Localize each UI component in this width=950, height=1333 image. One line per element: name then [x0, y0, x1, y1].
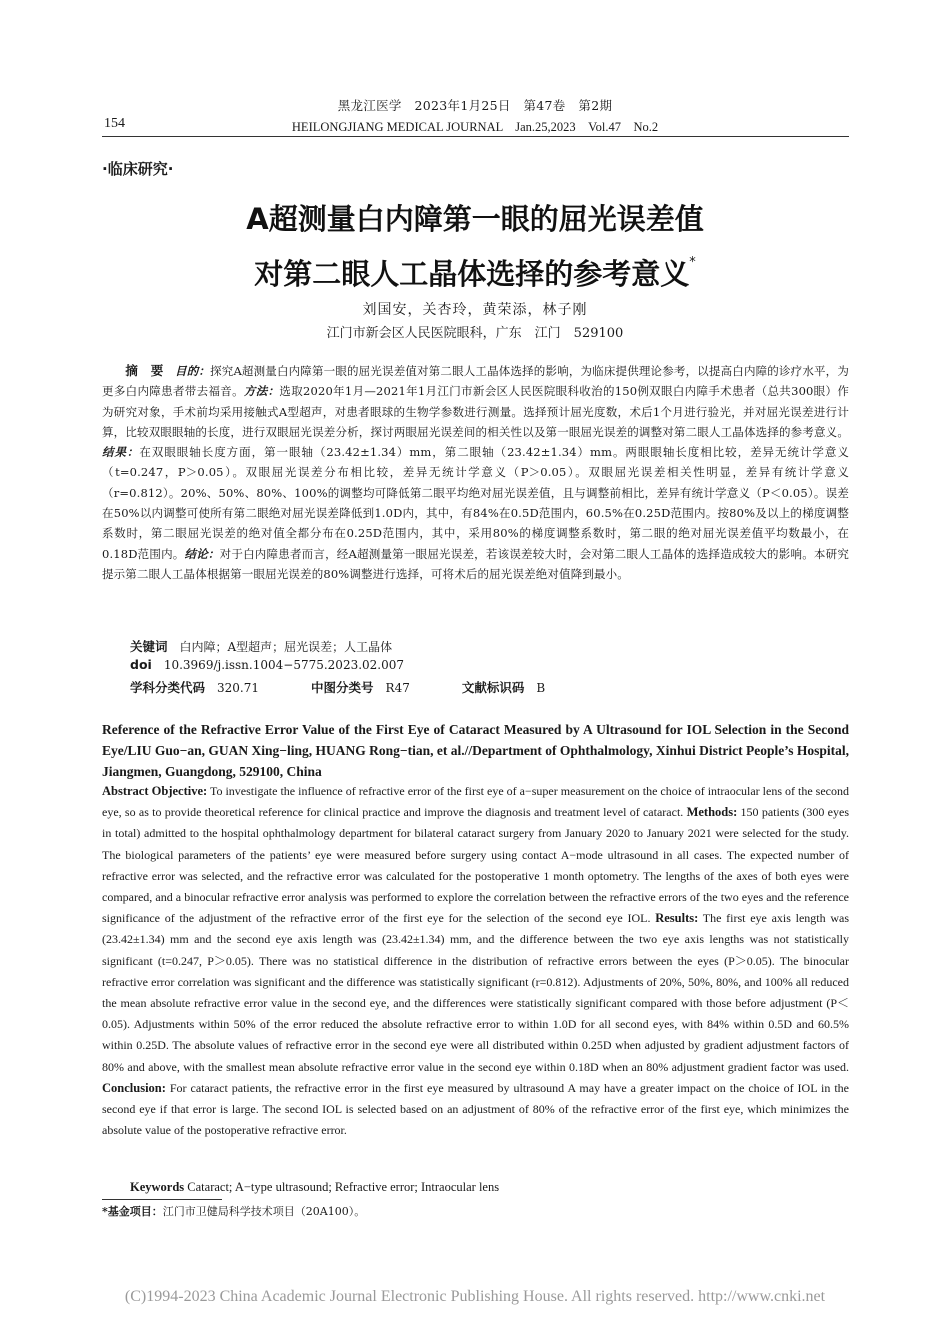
title-line-2-text: 对第二眼人工晶体选择的参考意义: [254, 257, 690, 291]
en-methods-label: Methods:: [686, 805, 738, 820]
cn-keywords: 白内障；A型超声；屈光误差；人工晶体: [179, 640, 393, 654]
cn-methods-label: 方法：: [243, 384, 280, 399]
cn-objective: 探究A超测量白内障第一眼的屈光误差值对第二眼人工晶体选择的影响，为临床提供理论参考，以提高白内障的诊疗水平，为更多白内障患者带去福音。: [102, 364, 850, 399]
en-results: The first eye axis length was (23.42±1.34) mm and the second eye axis length was (23.42±1.34) mm, and the difference between the two eye axis lengths was not statistically significant (t=0.247, P＞0.05). There was no statistical difference in the distribution of refractive errors between the eyes (P＞0.05). The binocular refractive error correlation was significant and the difference was statistically significant (r=0.812). Adjustments of 20%, 50%, 80%, and 100% all reduced the mean absolute refractive error value in the second eye, and the differences were statistically significant compared with those before adjustment (P＜0.05). Adjustments within 50% of the error reduced the absolute refractive error to within 1.0D for all second eyes, with 84% within 0.5D and 60.5% within 0.25D. The absolute values of refractive error in the second eye were all distributed within 0.25D when adjusted by gradient adjustment factors of 80% and above, with the smallest mean absolute refractive error value in the second eye within 0.18D when an 80% adjustment gradient factor was used.: [102, 911, 850, 1074]
en-abstract: [102, 781, 849, 1141]
clc-label: 中图分类号: [311, 680, 374, 695]
classification-line: [130, 678, 830, 696]
en-keywords-line: [130, 1180, 499, 1195]
title-line-2: [0, 241, 950, 296]
cn-abstract-label: 摘 要: [125, 363, 164, 378]
footnote-rule: [102, 1199, 222, 1200]
subject-code: 320.71: [217, 681, 260, 695]
en-conclusion-label: Conclusion:: [102, 1080, 166, 1095]
clc-code: R47: [385, 681, 410, 695]
doi-value: 10.3969/j.issn.1004−5775.2023.02.007: [163, 658, 405, 672]
cn-conclusion: 对于白内障患者而言，经A超测量第一眼屈光误差，若该误差较大时，会对第二眼人工晶体的选择造成较大的影响。本研究提示第二眼人工晶体根据第一眼屈光误差的80%调整进行选择，可将术后的屈光误差绝对值降到最小。: [102, 546, 849, 581]
footnote: [102, 1203, 365, 1219]
affiliation: 江门市新会区人民医院眼科，广东 江门 529100: [326, 326, 624, 341]
copyright-watermark: (C)1994-2023 China Academic Journal Electronic Publishing House. All rights reserved. http://www.cnki.net: [124, 1288, 826, 1305]
cn-objective-label: 目的：: [175, 364, 211, 378]
footnote-label: *基金项目：: [102, 1205, 163, 1218]
en-methods: 150 patients (300 eyes in total) admitted to the hospital ophthalmology department for bilateral cataract surgery from January 2020 to January 2021 were selected for the study. The biological parameters of the patients’ eye were measured before surgery using contact A−mode ultrasound in all cases. The expected number of refractive error was selected, and the refractive error was calculated for the postoperative 1 month optometry. The lengths of the axes of both eyes were compared, and a binocular refractive error analysis was performed to explore the correlation between the refractive errors of the two eyes and the reference significance of the adjustment of the refractive error of the first eye for the selection of the second eye IOL.: [102, 805, 850, 926]
doc-code-label: 文献标识码: [461, 680, 525, 695]
authors: 刘国安，关杏玲，黄荣添，林子刚: [362, 302, 588, 318]
en-keywords-label: Keywords: [130, 1180, 185, 1194]
en-results-label: Results:: [655, 911, 699, 926]
paper-title: [0, 198, 950, 296]
cn-results-label: 结果：: [102, 445, 140, 460]
doi-label: doi: [130, 657, 152, 672]
en-conclusion: For cataract patients, the refractive error in the first eye measured by ultrasound A may have a greater impact on the choice of IOL in the second eye if that error is large. The second IOL is selected based on an adjustment of 80% of the refractive error of the first eye, which minimizes the absolute value of the postoperative refractive error.: [102, 1080, 850, 1138]
title-line-1: A超测量白内障第一眼的屈光误差值: [246, 202, 704, 236]
section-tag: ·临床研究·: [102, 160, 174, 178]
title-footnote-marker: *: [689, 255, 696, 270]
cn-methods: 选取2020年1月—2021年1月江门市新会区人民医院眼科收治的150例双眼白内障手术患者（总共300眼）作为研究对象，手术前均采用接触式A型超声，对患者眼球的生物学参数进行测量。选择预计屈光度数，术后1个月进行验光，并对屈光误差进行计算，比较双眼眼轴的长度，进行双眼屈光误差分析，探讨两眼屈光误差间的相关性以及第一眼屈光误差的调整对第二眼人工晶体选择的参考意义。: [102, 384, 849, 439]
en-keywords: Cataract; A−type ultrasound; Refractive error; Intraocular lens: [187, 1180, 500, 1194]
journal-header-en: HEILONGJIANG MEDICAL JOURNAL Jan.25,2023 Vol.47 No.2: [291, 120, 659, 134]
footnote-text: 江门市卫健局科学技术项目（20A100）。: [162, 1205, 366, 1218]
journal-header-cn: 黑龙江医学 2023年1月25日 第47卷 第2期: [337, 98, 613, 113]
cn-conclusion-label: 结论：: [184, 546, 220, 561]
doi-line: [130, 657, 404, 672]
cn-keywords-label: 关键词: [130, 639, 168, 654]
cn-results: 在双眼眼轴长度方面，第一眼轴（23.42±1.34）mm，第二眼轴（23.42±1.34）mm。两眼眼轴长度相比较，差异无统计学意义（t=0.247，P＞0.05）。双眼屈光误差分布相比较，差异无统计学意义（P＞0.05）。双眼屈光误差相关性明显，差异有统计学意义（r=0.812）。20%、50%、80%、100%的调整均可降低第二眼平均绝对屈光误差值，且与调整前相比，差异有统计学意义（P＜0.05）。误差在50%以内调整可使所有第二眼绝对屈光误差降低到1.0D内，其中，有84%在0.5D范围内，60.5%在0.25D范围内。按80%及以上的梯度调整系数时，第二眼屈光误差的绝对值全都分布在0.25D范围内，其中，采用80%的梯度调整系数时，第二眼的绝对屈光误差值平均数最小，在0.18D范围内。: [102, 445, 849, 561]
en-title: Reference of the Refractive Error Value of the First Eye of Cataract Measured by A Ultrasound for IOL Selection in the Second Eye/LIU Guo−an, GUAN Xing−ling, HUANG Rong−tian, et al.//Department of Ophthalmology, Xinhui District People’s Hospital, Jiangmen, Guangdong, 529100, China: [102, 722, 849, 779]
en-objective-label: Abstract Objective:: [102, 784, 208, 798]
cn-abstract: [102, 361, 849, 584]
doc-code: B: [536, 681, 546, 695]
subject-code-label: 学科分类代码: [130, 680, 206, 695]
en-objective: To investigate the influence of refractive error of the first eye of a−super measurement on the choice of intraocular lens of the second eye, so as to provide theoretical reference for clinical practice and improve the diagnosis and treatment level of cataract.: [102, 784, 849, 820]
header-rule: [102, 136, 849, 137]
page-number: 154: [104, 116, 125, 131]
cn-keywords-line: [130, 637, 392, 655]
